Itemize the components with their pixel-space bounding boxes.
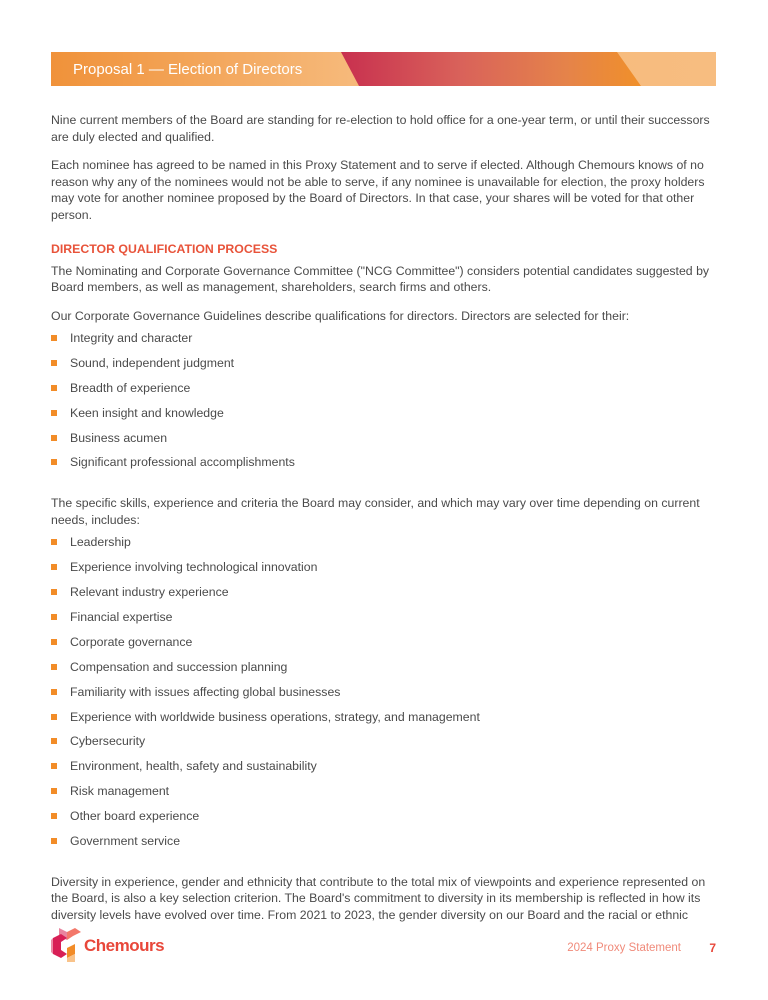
list-item [51, 609, 719, 634]
bullet-icon [51, 459, 57, 465]
paragraph: Nine current members of the Board are standing for re-election to hold office for a one-year term, or until their successors are duly elected and qualified. [51, 113, 710, 144]
list-item-label: Breadth of experience [70, 380, 191, 395]
list-item-label: Familiarity with issues affecting global businesses [70, 684, 341, 699]
paragraph: The Nominating and Corporate Governance Committee ("NCG Committee") considers potential candidates suggested by Board members, as well as management, shareholders, search firms and others. [51, 263, 710, 294]
bullet-icon [51, 410, 57, 416]
list-item-label: Experience with worldwide business operations, strategy, and management [70, 709, 480, 724]
list-item [51, 330, 719, 355]
list-item-label: Integrity and character [70, 331, 193, 345]
list-item [51, 783, 719, 808]
list-item-label: Significant professional accomplishments [70, 455, 295, 470]
bullet-icon [51, 564, 57, 570]
list-item [51, 758, 719, 783]
list-item [51, 559, 719, 584]
bullet-icon [51, 788, 57, 794]
list-item-label: Cybersecurity [70, 734, 146, 749]
list-item [51, 833, 719, 858]
bullet-icon [51, 360, 57, 366]
footer [51, 928, 716, 962]
list-item [51, 634, 719, 659]
bullet-icon [51, 714, 57, 720]
list-item-label: Sound, independent judgment [70, 355, 235, 370]
qualities-list [51, 330, 719, 479]
list-item [51, 355, 719, 380]
list-item [51, 659, 719, 684]
bullet-icon [51, 738, 57, 744]
bullet-icon [51, 689, 57, 695]
list-item-label: Corporate governance [70, 634, 193, 649]
bullet-icon [51, 614, 57, 620]
list-item [51, 733, 719, 758]
bullet-icon [51, 664, 57, 670]
list-item-label: Compensation and succession planning [70, 659, 288, 674]
list-item-label: Keen insight and knowledge [70, 405, 224, 420]
bullet-icon [51, 763, 57, 769]
list-item-label: Risk management [70, 784, 170, 799]
chemours-logo-icon [51, 928, 83, 962]
list-item [51, 584, 719, 609]
list-item-label: Experience involving technological innovation [70, 560, 318, 575]
paragraph: Each nominee has agreed to be named in this Proxy Statement and to serve if elected. Although Chemours knows of no reason why any of the nominees would not be able to serve, if any nominee is unavailable for election, the proxy holders may vote for another nominee proposed by the Board of Directors. In that case, your shares will be voted for that other person. [51, 158, 705, 222]
body-content [51, 112, 719, 935]
banner-decoration [341, 52, 641, 86]
list-item [51, 534, 719, 559]
list-item-label: Environment, health, safety and sustainability [70, 759, 317, 774]
list-item [51, 405, 719, 430]
list-item [51, 454, 719, 479]
document-title: 2024 Proxy Statement [567, 942, 681, 954]
list-item-label: Financial expertise [70, 610, 173, 625]
list-item-label: Leadership [70, 535, 131, 550]
bullet-icon [51, 335, 57, 341]
section-banner [51, 52, 716, 86]
list-item [51, 380, 719, 405]
bullet-icon [51, 589, 57, 595]
list-item-label: Business acumen [70, 430, 168, 445]
paragraph: Our Corporate Governance Guidelines describe qualifications for directors. Directors are selected for their: [51, 308, 630, 323]
section-heading: DIRECTOR QUALIFICATION PROCESS [51, 242, 278, 256]
bullet-icon [51, 385, 57, 391]
list-item-label: Government service [70, 834, 181, 849]
list-item-label: Other board experience [70, 809, 200, 824]
page-number: 7 [709, 941, 716, 955]
list-item [51, 808, 719, 833]
bullet-icon [51, 435, 57, 441]
list-item [51, 430, 719, 455]
skills-list [51, 534, 719, 858]
brand-name: Chemours [84, 936, 165, 955]
paragraph: Diversity in experience, gender and ethnicity that contribute to the total mix of viewpoints and experience represented on the Board, is also a key selection criterion. The Board's commitment to diversity in its membership is reflected in how its diversity levels have evolved over time. From 2021 to 2023, the gender diversity on our Board and the racial or ethnic [51, 874, 706, 922]
bullet-icon [51, 838, 57, 844]
list-item [51, 684, 719, 709]
section-title: Proposal 1 — Election of Directors [73, 61, 303, 78]
bullet-icon [51, 539, 57, 545]
paragraph: The specific skills, experience and criteria the Board may consider, and which may vary over time depending on current needs, includes: [51, 496, 700, 527]
bullet-icon [51, 639, 57, 645]
bullet-icon [51, 813, 57, 819]
list-item [51, 709, 719, 734]
list-item-label: Relevant industry experience [70, 585, 229, 600]
